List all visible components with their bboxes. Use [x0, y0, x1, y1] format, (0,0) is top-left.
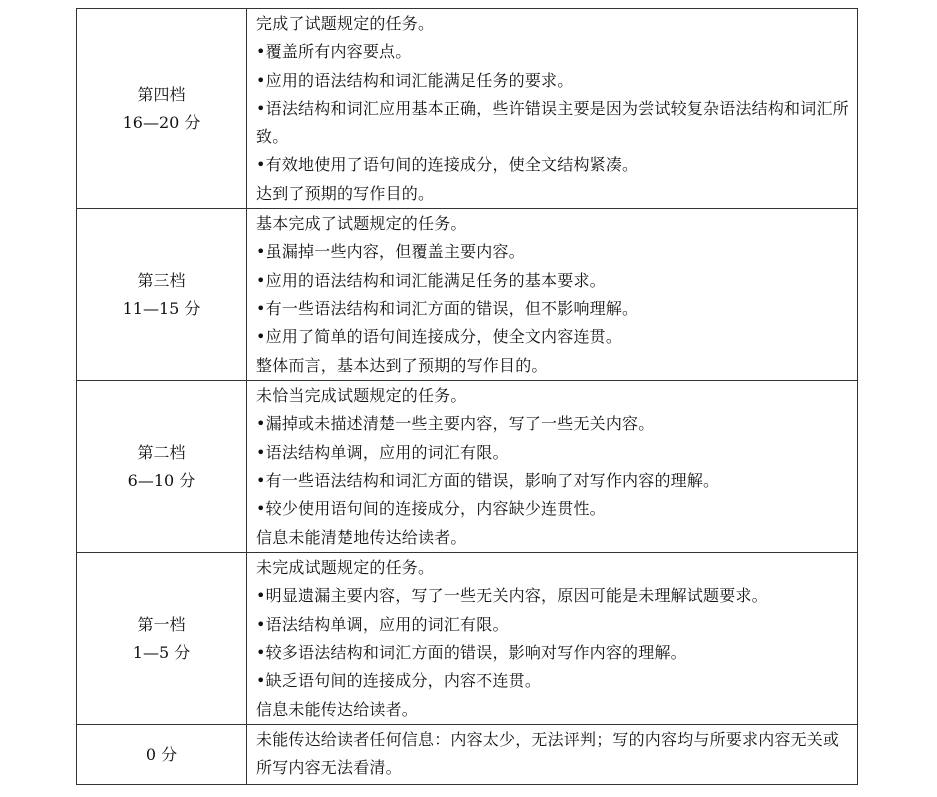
- criteria-line: •漏掉或未描述清楚一些主要内容，写了一些无关内容。: [256, 414, 655, 434]
- scoring-rubric-table: [76, 8, 858, 785]
- rubric-row-tier-3: [77, 209, 858, 381]
- criteria-line: •应用了简单的语句间连接成分，使全文内容连贯。: [256, 327, 623, 347]
- criteria-line: •应用的语法结构和词汇能满足任务的要求。: [256, 70, 574, 90]
- criteria-cell: [247, 381, 858, 553]
- criteria-line: •语法结构单调，应用的词汇有限。: [256, 614, 509, 634]
- rubric-row-zero: [77, 725, 858, 785]
- criteria-cell: [247, 9, 858, 209]
- rubric-row-tier-4: [77, 9, 858, 209]
- criteria-line: •虽漏掉一些内容，但覆盖主要内容。: [256, 242, 525, 262]
- grade-name: 第二档: [137, 442, 186, 462]
- criteria-line: •有效地使用了语句间的连接成分，使全文结构紧凑。: [256, 155, 639, 175]
- grade-name: 0 分: [145, 744, 178, 764]
- criteria-line: 整体而言，基本达到了预期的写作目的。: [256, 355, 548, 375]
- grade-cell: [77, 553, 247, 725]
- criteria-line: 基本完成了试题规定的任务。: [256, 214, 467, 234]
- score-range: 11—15 分: [122, 298, 201, 318]
- criteria-line: •语法结构单调，应用的词汇有限。: [256, 442, 509, 462]
- criteria-line: •有一些语法结构和词汇方面的错误，但不影响理解。: [256, 298, 639, 318]
- score-range: 1—5 分: [132, 642, 191, 662]
- criteria-line: 未能传达给读者任何信息：内容太少，无法评判；写的内容均与所要求内容无关或所写内容无法看清。: [256, 730, 840, 778]
- criteria-line: •缺乏语句间的连接成分，内容不连贯。: [256, 671, 542, 691]
- criteria-line: •覆盖所有内容要点。: [256, 42, 412, 62]
- grade-name: 第一档: [137, 614, 186, 634]
- criteria-cell: [247, 725, 858, 785]
- grade-cell: [77, 381, 247, 553]
- criteria-line: 完成了试题规定的任务。: [256, 14, 435, 33]
- rubric-row-tier-2: [77, 381, 858, 553]
- criteria-line: •语法结构和词汇应用基本正确，些许错误主要是因为尝试较复杂语法结构和词汇所致。: [256, 98, 849, 147]
- criteria-line: •较少使用语句间的连接成分，内容缺少连贯性。: [256, 499, 606, 519]
- criteria-line: •应用的语法结构和词汇能满足任务的基本要求。: [256, 270, 606, 290]
- grade-cell: [77, 725, 247, 785]
- criteria-line: 未完成试题规定的任务。: [256, 558, 435, 578]
- criteria-cell: [247, 209, 858, 381]
- grade-name: 第四档: [137, 84, 186, 104]
- score-range: 6—10 分: [127, 470, 196, 490]
- criteria-line: 信息未能传达给读者。: [256, 699, 419, 719]
- criteria-line: 未恰当完成试题规定的任务。: [256, 386, 467, 406]
- grade-cell: [77, 9, 247, 209]
- criteria-cell: [247, 553, 858, 725]
- grade-name: 第三档: [137, 270, 186, 290]
- criteria-line: •有一些语法结构和词汇方面的错误，影响了对写作内容的理解。: [256, 470, 720, 490]
- criteria-line: •明显遗漏主要内容，写了一些无关内容，原因可能是未理解试题要求。: [256, 586, 768, 606]
- criteria-line: 达到了预期的写作目的。: [256, 183, 435, 203]
- score-range: 16—20 分: [122, 112, 201, 132]
- grade-cell: [77, 209, 247, 381]
- rubric-row-tier-1: [77, 553, 858, 725]
- criteria-line: 信息未能清楚地传达给读者。: [256, 527, 467, 547]
- criteria-line: •较多语法结构和词汇方面的错误，影响对写作内容的理解。: [256, 642, 687, 662]
